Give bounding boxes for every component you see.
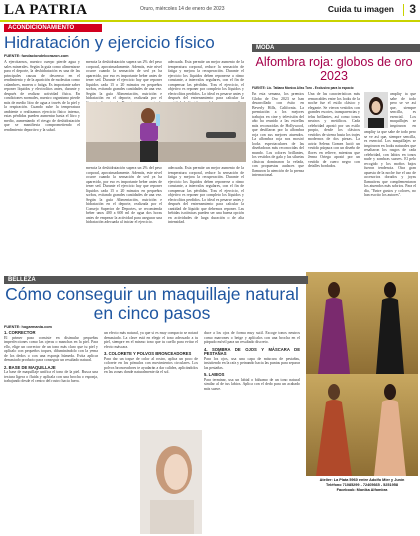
maquillaje-col3 xyxy=(204,331,300,531)
atelier-credit xyxy=(306,478,418,493)
atelier-facebook: Facebook: Monika Alfombra xyxy=(336,488,388,492)
hydration-col2-bottom xyxy=(86,166,162,276)
section-tag-moda: MODA xyxy=(252,44,420,52)
masthead-title: LA PATRIA xyxy=(4,2,88,18)
step4-text: Para los ojos, usa una capa de máscara de pestañas, insistiendo en la raíz y peinando hacia las puntas para separar las pestañas. xyxy=(204,356,300,370)
alfombra-col3-top xyxy=(390,92,416,128)
header-rule xyxy=(0,20,420,22)
hydration-col2-cont: mencia la deshidratación supera un 2% del peso corporal, aproximadamente. Además, este nivel ocurre cuando la sensación de sed ya ha aparecido, por eso es importante beber antes de tener sed. Durante el ejercicio hay que reponer líquidos cada 15 o 20 minutos en pequeños sorbos, evitando grandes cantidades de una vez. Según la guía Alimentación, nutrición e hidratación en el deporte, realizada por el Consejo Superior de Deportes, se recomienda beber unos 400 a 600 ml de agua dos horas antes de empezar la actividad para asegurar una hidratación adecuada al iniciar el ejercicio. xyxy=(86,166,162,224)
hydration-col2-top: mencia la deshidratación supera un 2% del peso corporal, aproximadamente. Además, este nivel ocurre cuando la sensación de sed ya ha aparecido, por eso es importante beber antes de tener sed. Durante el ejercicio hay que reponer líquidos cada 15 o 20 minutos en pequeños sorbos, evitando grandes cantidades de una vez. Según la guía Alimentación, nutrición e hidratación en el deporte, realizada por el xyxy=(86,60,162,100)
hydration-col3-bottom xyxy=(168,166,244,276)
page-divider xyxy=(403,4,405,16)
step2-text: La base de maquillaje unifica el tono de la piel. Busca una textura ligera o fluida y aplícala con una brocha o esponja, trabajando desde el centro del rostro hacia fuera. xyxy=(4,370,98,383)
step1-heading: 1. CORRECTOR xyxy=(4,331,36,335)
makeup-photo xyxy=(140,430,202,534)
step1-text: El primer paso consiste en disimular pequeñas imperfecciones como las ojeras o manchas en la piel. Para ello, elige un corrector de un tono más claro que tu piel y aplícalo con pequeños toques, difuminándolo con la yema de los dedos o con una esponja húmeda. Evita aplicar demasiado producto para conseguir un resultado natural. xyxy=(4,335,98,362)
step2-cont: un efecto más natural, ya que si es muy compacto se notará demasiado. La clave está en elegir el tono adecuado a tu piel, siempre en el mismo tono que tu cuello para evitar el efecto máscara. xyxy=(104,331,198,349)
hydration-col3-cont: adecuada. Esta permite un mejor aumento de la temperatura corporal, reduce la sensación de fatiga y mejora la recuperación. Durante el ejercicio los líquidos deben reponerse a ritmo constante, a intervalos regulares, con el fin de compensar las pérdidas. Tras el ejercicio, el objetivo es reponer por completo los líquidos y electrolitos perdidos. Lo ideal es pesarse antes y después del entrenamiento para calcular la cantidad de líquido que debemos reponer. Las bebidas isotónicas pueden ser una buena opción en actividades de larga duración o de alta intensidad. xyxy=(168,166,244,224)
author-portrait xyxy=(364,92,388,128)
issue-date: Oruro, miércoles 14 de enero de 2023 xyxy=(140,6,225,12)
alfombra-col3-intro: ampliq- ta que sabe de todo pero se ve así que, siempre sencilla, es esencial. Los maquillajes se inspiraron en xyxy=(390,92,416,128)
alfombra-source: FUENTE: Lic. Tatiana Monica Aliss Toro - Exclusivo para la espacio xyxy=(252,86,354,90)
atelier-address: Atelier: La Plata 5960 entre Adolfo Mier y Junín xyxy=(319,478,405,482)
section-tag-belleza: BELLEZA xyxy=(4,276,308,284)
hydration-headline: Hidratación y ejercicio físico xyxy=(4,33,215,52)
maquillaje-source: FUENTE: hogarmania.com xyxy=(4,325,52,329)
hydration-photo xyxy=(86,102,246,162)
atelier-phones: Teléfono 71085299 - 72405665 - 5251958 xyxy=(326,483,398,487)
page-number: 3 xyxy=(409,2,416,16)
alfombra-headline: Alfombra roja: globos de oro 2023 xyxy=(255,55,413,83)
hydration-source: FUENTE: fundaciondelcorazon.com xyxy=(4,54,69,58)
step5-heading: 5. LABIOS xyxy=(204,372,225,377)
section-title: Cuida tu imagen xyxy=(327,4,394,14)
step3-text: Para dar un toque de color al rostro, aplica un poco de colorete en los pómulos con movimientos circulares. Los polvos bronceadores te ayudarán a dar calidez, aplicándolos en las zonas donde naturalmente da el sol. xyxy=(104,356,198,374)
alfombra-col2: Una de las características más remarcables entre los looks de la noche fue el estilo clásico y elegante. Se vieron vestidos con grandes escotes, transparencias y telas brillantes, así como tonos neutros y metálicos. Cada celebridad apostó por un estilo propio, desde los clásicos vestidos de sirena hasta los trajes modernos de dos piezas. La actriz Selena Gomez lució un vestido púrpura con un diseño de flores en relieve, mientras que Jenna Ortega apostó por un vestido de cuero negro con detalles bordados. xyxy=(308,92,360,168)
section-tag-acondicionamiento: ACONDICIONAMIENTO xyxy=(4,24,102,32)
hydration-col1: A ejercitarnos, nuestro cuerpo pierde agua y sales minerales. Según la guía como alimentarse para el deporte, la deshidratación es una de las principales causas de descenso en el rendimiento y de la aparición de molestias como calambres, mareos o fatiga. Es importante saber reponer líquidos y electrolitos antes, durante y después de realizar actividad física. En condiciones normales, nuestro organismo pierde más de medio litro de agua a través de la piel y la respiración. Cuando sube la temperatura ambiente o realizamos ejercicio físico intenso, estas pérdidas pueden aumentar hasta el litro y medio, aumentando el riesgo de deshidratación que se manifiesta comprometiendo el rendimiento deportivo y la salud. xyxy=(4,60,80,132)
alfombra-col3: ampliq- ta que sabe de todo pero se ve así que, siempre sencilla, es esencial. Los maquillajes se inspiraron en looks naturales que resaltaron los rasgos de cada celebridad, con labios en tonos nude y sombras suaves. El pelo recogido y los moños bajos fueron tendencia. Otra gran apuesta de la noche fue el uso de accesorios dorados y joyas llamativas que complementaron los atuendos más sobrios. Para el día, "Entre gustos y colores, no han escrito los autores". xyxy=(364,130,416,197)
step3-cont: duce a los ojos de forma muy sutil. Escoge tonos neutros como marrones o beige y aplícalos con una brocha en el párpado móvil para un resultado discreto. xyxy=(204,331,300,344)
maquillaje-headline: Cómo conseguir un maquillaje natural en cinco pasos xyxy=(5,284,299,323)
step3-heading: 3. COLORETE Y POLVOS BRONCEADORES xyxy=(104,351,192,356)
maquillaje-col1 xyxy=(4,331,98,531)
step5-text: Para terminar, usa un labial o bálsamo de un tono natural similar al de tus labios. Aplica con el dedo para un acabado más suave. xyxy=(204,377,300,391)
hydration-col3-top: adecuada. Esta permite un mejor aumento de la temperatura corporal, reduce la sensación de fatiga y mejora la recuperación. Durante el ejercicio los líquidos deben reponerse a ritmo constante, a intervalos regulares, con el fin de compensar las pérdidas. Tras el ejercicio, el objetivo es reponer por completo los líquidos y electrolitos perdidos. Lo ideal es pesarse antes y después del entrenamiento para calcular la xyxy=(168,60,244,100)
alfombra-col1: En esta semana, los premios Globo de Oro 2023 se han desarrollado con éxito en Beverly Hills, California. La premiación a los mejores trabajos en cine y televisión del año ha reunido a las estrellas más reconocidas de Hollywood, que desfilaron por la alfombra roja con sus mejores atuendos. La alfombra roja nos mostró looks espectaculares de las diseñadoras más reconocidas del mundo. Los colores brillantes, los vestidos de gala y las siluetas clásicas dominaron la velada, con propuestas audaces que llamaron la atención de la prensa internacional. xyxy=(252,92,304,177)
step4-heading: 4. SOMBRA DE OJOS Y MÁSCARA DE PESTAÑAS xyxy=(204,346,300,356)
step2-heading: 2. BASE DE MAQUILLAJE xyxy=(4,364,56,370)
